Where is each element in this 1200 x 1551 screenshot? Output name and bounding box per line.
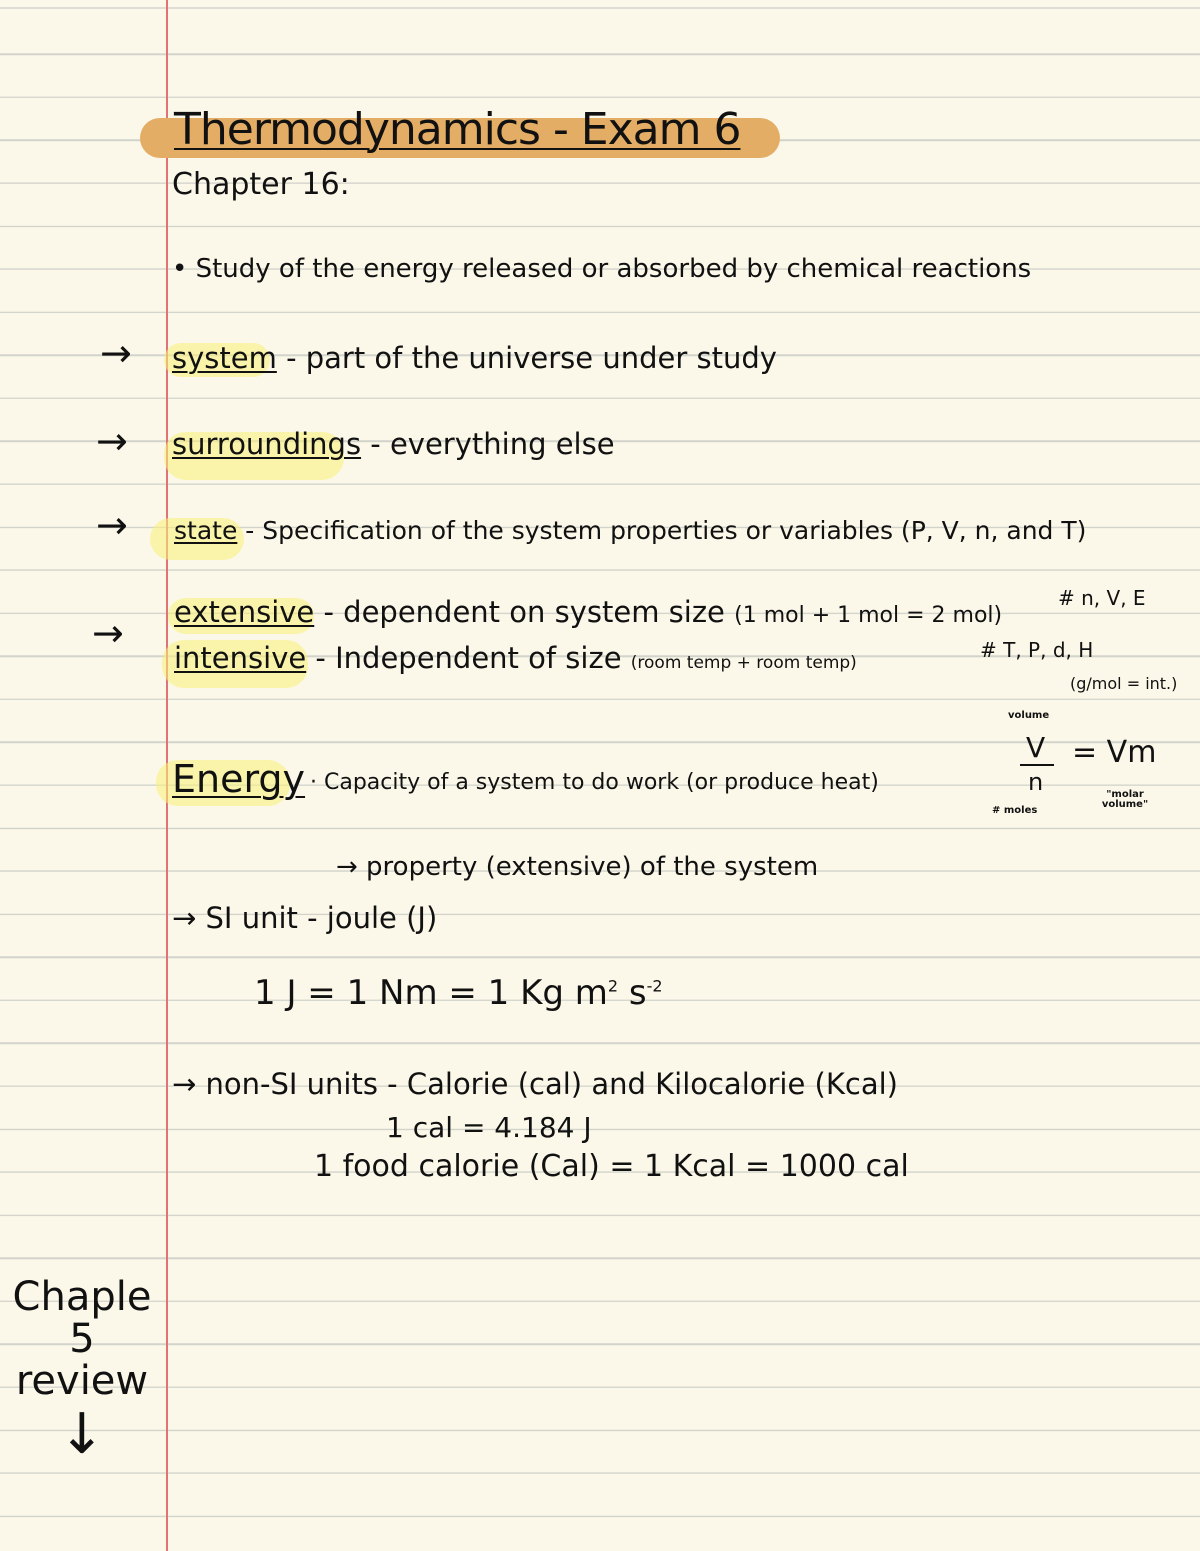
side-note-line-2: review xyxy=(15,1358,149,1404)
chapter-heading: Chapter 16: xyxy=(172,167,350,202)
intensive-text: - Independent of size xyxy=(315,641,622,675)
calorie-equation: 1 cal = 4.184 J xyxy=(386,1111,592,1144)
energy-definition: · Capacity of a system to do work (or produce heat) xyxy=(310,770,879,795)
arrow-icon: → xyxy=(96,419,128,463)
energy-term: Energy xyxy=(172,757,306,801)
surroundings-text: - everything else xyxy=(370,427,615,461)
down-arrow-icon: ↓ xyxy=(58,1402,106,1467)
joule-equation-text: 1 J = 1 Nm = 1 Kg m xyxy=(254,973,608,1013)
surroundings-term: surroundings xyxy=(172,427,362,461)
system-term: system xyxy=(172,341,277,375)
surroundings-definition xyxy=(172,427,615,461)
system-text: - part of the universe under study xyxy=(286,341,777,375)
state-term: state xyxy=(174,516,238,545)
page-title: Thermodynamics - Exam 6 xyxy=(174,104,741,155)
joule-equation xyxy=(254,973,663,1013)
intensive-definition xyxy=(174,641,857,675)
fraction-numerator: V xyxy=(1026,731,1046,764)
energy-property: → property (extensive) of the system xyxy=(336,852,819,882)
state-definition xyxy=(174,518,1086,543)
arrow-icon: → xyxy=(96,503,128,547)
joule-exponent-s: -2 xyxy=(646,976,663,996)
joule-equation-s: s xyxy=(618,973,647,1013)
arrow-icon: → xyxy=(92,611,124,655)
energy-si-unit: → SI unit - joule (J) xyxy=(172,901,438,935)
fraction-denominator: n xyxy=(1028,768,1044,796)
extensive-example: (1 mol + 1 mol = 2 mol) xyxy=(734,603,1003,628)
energy-non-si: → non-SI units - Calorie (cal) and Kilocalorie (Kcal) xyxy=(172,1067,898,1101)
intensive-example: (room temp + room temp) xyxy=(630,653,857,673)
side-note xyxy=(4,1276,160,1465)
intro-bullet: • Study of the energy released or absorbed by chemical reactions xyxy=(172,254,1032,284)
fraction-bar xyxy=(1020,764,1054,766)
molar-volume-label: "molar volume" xyxy=(1101,789,1149,810)
state-text: - Specification of the system properties or variables (P, V, n, and T) xyxy=(245,516,1087,545)
extensive-text: - dependent on system size xyxy=(323,595,725,629)
food-calorie-equation: 1 food calorie (Cal) = 1 Kcal = 1000 cal xyxy=(314,1149,909,1184)
side-note-line-1: Chaple 5 xyxy=(12,1274,152,1362)
joule-exponent-m: 2 xyxy=(607,976,619,996)
moles-label: # moles xyxy=(992,805,1038,816)
volume-label: volume xyxy=(1008,710,1050,721)
system-definition xyxy=(172,341,777,375)
fraction-result: = Vm xyxy=(1072,735,1157,770)
extensive-term: extensive xyxy=(174,595,315,629)
extensive-note: # n, V, E xyxy=(1058,586,1146,610)
intensive-note-2: (g/mol = int.) xyxy=(1070,674,1178,693)
arrow-icon: → xyxy=(100,331,132,375)
extensive-definition xyxy=(174,595,1003,629)
intensive-term: intensive xyxy=(174,641,307,675)
intensive-note: # T, P, d, H xyxy=(980,638,1094,662)
